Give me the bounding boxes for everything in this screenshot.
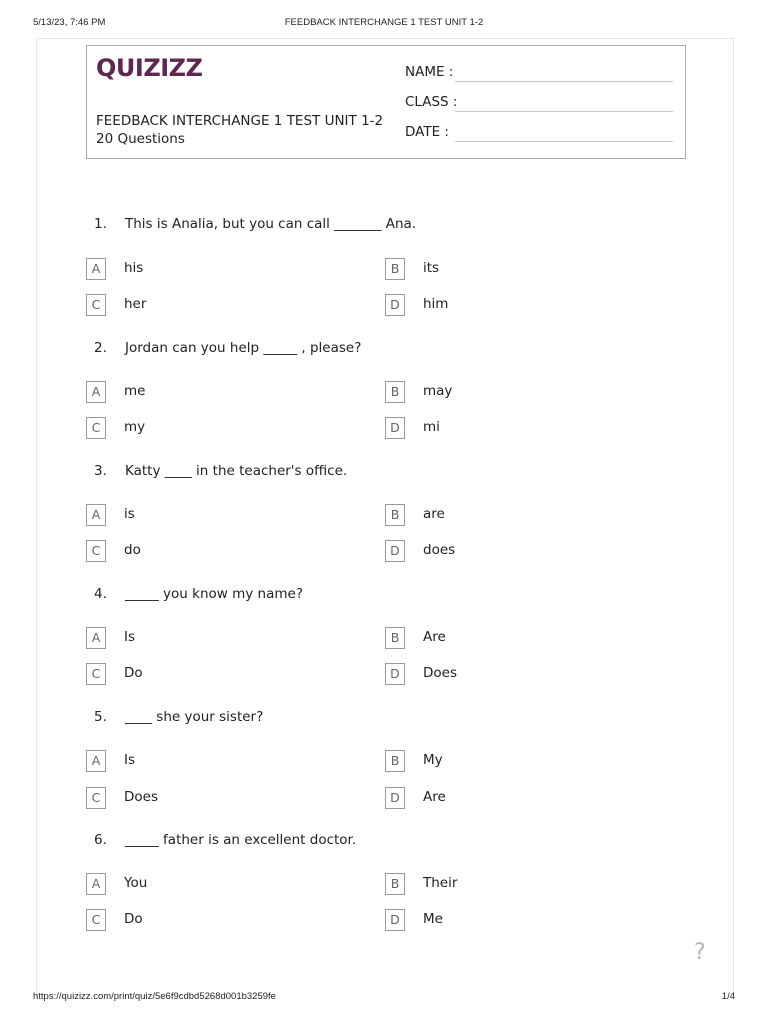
- option-text: my: [124, 419, 146, 435]
- option-text: You: [124, 875, 148, 891]
- name-label: NAME :: [405, 64, 454, 80]
- quizizz-logo: QUIZIZZ: [96, 54, 203, 82]
- option-text: Does: [423, 665, 457, 681]
- option-letter-box: B: [385, 381, 405, 403]
- option-text: Does: [124, 789, 158, 805]
- option-text: Is: [124, 752, 136, 768]
- option-letter-box: B: [385, 750, 405, 772]
- option-letter-box: B: [385, 504, 405, 526]
- option-text: may: [423, 383, 453, 399]
- option-letter-box: D: [385, 294, 405, 316]
- option-letter-box: C: [86, 540, 106, 562]
- option-text: Do: [124, 665, 143, 681]
- option-text: is: [124, 506, 135, 522]
- option-text: its: [423, 260, 440, 276]
- page-number: 1/4: [721, 991, 735, 1002]
- option-text: her: [124, 296, 147, 312]
- question-number: 5.: [94, 709, 107, 725]
- class-label: CLASS :: [405, 94, 458, 110]
- option-text: Are: [423, 629, 446, 645]
- question-text: Jordan can you help _____ , please?: [125, 340, 362, 356]
- option-text: does: [423, 542, 456, 558]
- option-text: me: [124, 383, 146, 399]
- question-count: 20 Questions: [96, 131, 185, 147]
- option-letter-box: D: [385, 540, 405, 562]
- option-letter-box: D: [385, 663, 405, 685]
- option-text: him: [423, 296, 449, 312]
- print-url: https://quizizz.com/print/quiz/5e6f9cdbd5268d001b3259fe: [33, 991, 276, 1002]
- option-letter-box: C: [86, 294, 106, 316]
- option-text: Me: [423, 911, 443, 927]
- option-letter-box: A: [86, 627, 106, 649]
- option-text: do: [124, 542, 141, 558]
- option-letter-box: B: [385, 873, 405, 895]
- option-letter-box: B: [385, 258, 405, 280]
- question-text: _____ father is an excellent doctor.: [125, 832, 357, 848]
- option-letter-box: C: [86, 417, 106, 439]
- option-text: his: [124, 260, 144, 276]
- option-letter-box: D: [385, 909, 405, 931]
- quiz-title: FEEDBACK INTERCHANGE 1 TEST UNIT 1-2: [96, 113, 384, 129]
- print-datetime: 5/13/23, 7:46 PM: [33, 17, 106, 28]
- question-number: 4.: [94, 586, 107, 602]
- question-number: 3.: [94, 463, 107, 479]
- option-letter-box: C: [86, 663, 106, 685]
- option-letter-box: A: [86, 873, 106, 895]
- option-letter-box: C: [86, 787, 106, 809]
- question-text: _____ you know my name?: [125, 586, 303, 602]
- option-letter-box: A: [86, 258, 106, 280]
- print-footer: [33, 991, 735, 1005]
- option-letter-box: B: [385, 627, 405, 649]
- question-text: ____ she your sister?: [125, 709, 264, 725]
- question-text: This is Analia, but you can call _______ Ana.: [125, 216, 417, 232]
- date-line: [455, 141, 673, 142]
- question-number: 6.: [94, 832, 107, 848]
- option-text: mi: [423, 419, 440, 435]
- option-letter-box: C: [86, 909, 106, 931]
- option-letter-box: A: [86, 750, 106, 772]
- name-line: [455, 81, 673, 82]
- option-text: Is: [124, 629, 136, 645]
- option-letter-box: D: [385, 417, 405, 439]
- option-text: My: [423, 752, 443, 768]
- option-letter-box: A: [86, 381, 106, 403]
- question-number: 2.: [94, 340, 107, 356]
- option-text: Do: [124, 911, 143, 927]
- option-letter-box: A: [86, 504, 106, 526]
- date-label: DATE :: [405, 124, 449, 140]
- option-text: Their: [423, 875, 458, 891]
- option-text: are: [423, 506, 445, 522]
- print-title: FEEDBACK INTERCHANGE 1 TEST UNIT 1-2: [284, 17, 484, 28]
- option-text: Are: [423, 789, 446, 805]
- question-text: Katty ____ in the teacher's office.: [125, 463, 348, 479]
- option-letter-box: D: [385, 787, 405, 809]
- print-header: [33, 17, 735, 31]
- quiz-header-box: [86, 45, 686, 159]
- class-line: [455, 111, 673, 112]
- help-icon[interactable]: ?: [694, 940, 706, 965]
- question-number: 1.: [94, 216, 107, 232]
